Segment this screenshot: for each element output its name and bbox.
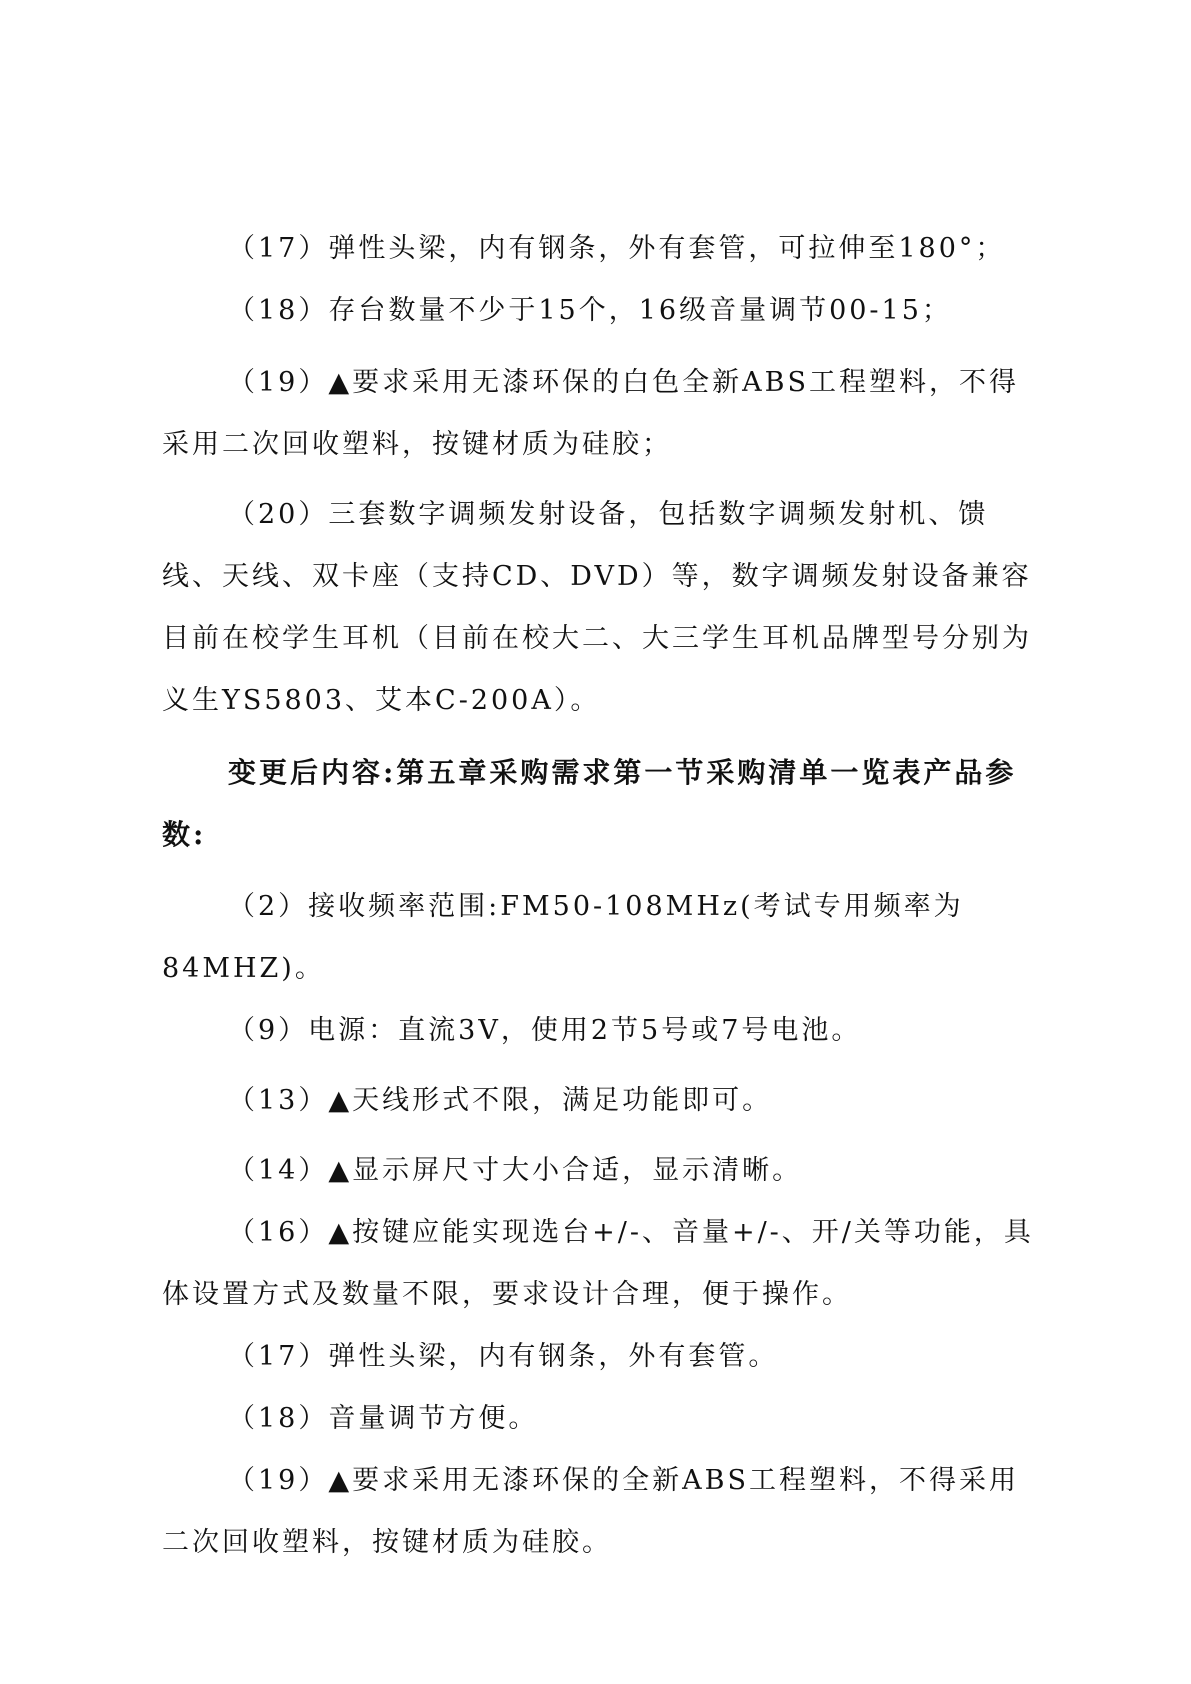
changed-item-13: （13）▲天线形式不限，满足功能即可。 bbox=[228, 1085, 773, 1116]
section-heading: 变更后内容:第五章采购需求第一节采购清单一览表产品参数: bbox=[162, 756, 1017, 851]
changed-item-16: （16）▲按键应能实现选台+/-、音量+/-、开/关等功能，具体设置方式及数量不限，要求设计合理，便于操作。 bbox=[162, 1217, 1034, 1310]
changed-item-9: （9）电源：直流3V，使用2节5号或7号电池。 bbox=[228, 1015, 862, 1046]
paragraph-item-19: （19）▲要求采用无漆环保的白色全新ABS工程塑料，不得采用二次回收塑料，按键材质为硅胶； bbox=[162, 367, 1019, 460]
paragraph-item-20: （20）三套数字调频发射设备，包括数字调频发射机、馈线、天线、双卡座（支持CD、DVD）等，数字调频发射设备兼容目前在校学生耳机（目前在校大二、大三学生耳机品牌型号分别为义生YS5803、艾本C-200A）。 bbox=[162, 499, 1032, 716]
paragraph-item-18: （18）存台数量不少于15个，16级音量调节00-15； bbox=[228, 295, 952, 326]
changed-item-2: （2）接收频率范围:FM50-108MHz(考试专用频率为84MHZ)。 bbox=[162, 891, 964, 984]
changed-item-18: （18）音量调节方便。 bbox=[228, 1403, 539, 1434]
changed-item-19: （19）▲要求采用无漆环保的全新ABS工程塑料，不得采用二次回收塑料，按键材质为硅胶。 bbox=[162, 1465, 1019, 1558]
changed-item-17: （17）弹性头梁，内有钢条，外有套管。 bbox=[228, 1341, 779, 1372]
changed-item-14: （14）▲显示屏尺寸大小合适，显示清晰。 bbox=[228, 1155, 803, 1186]
document-body bbox=[162, 218, 1042, 1574]
paragraph-item-17: （17）弹性头梁，内有钢条，外有套管，可拉伸至180°； bbox=[228, 233, 1006, 264]
